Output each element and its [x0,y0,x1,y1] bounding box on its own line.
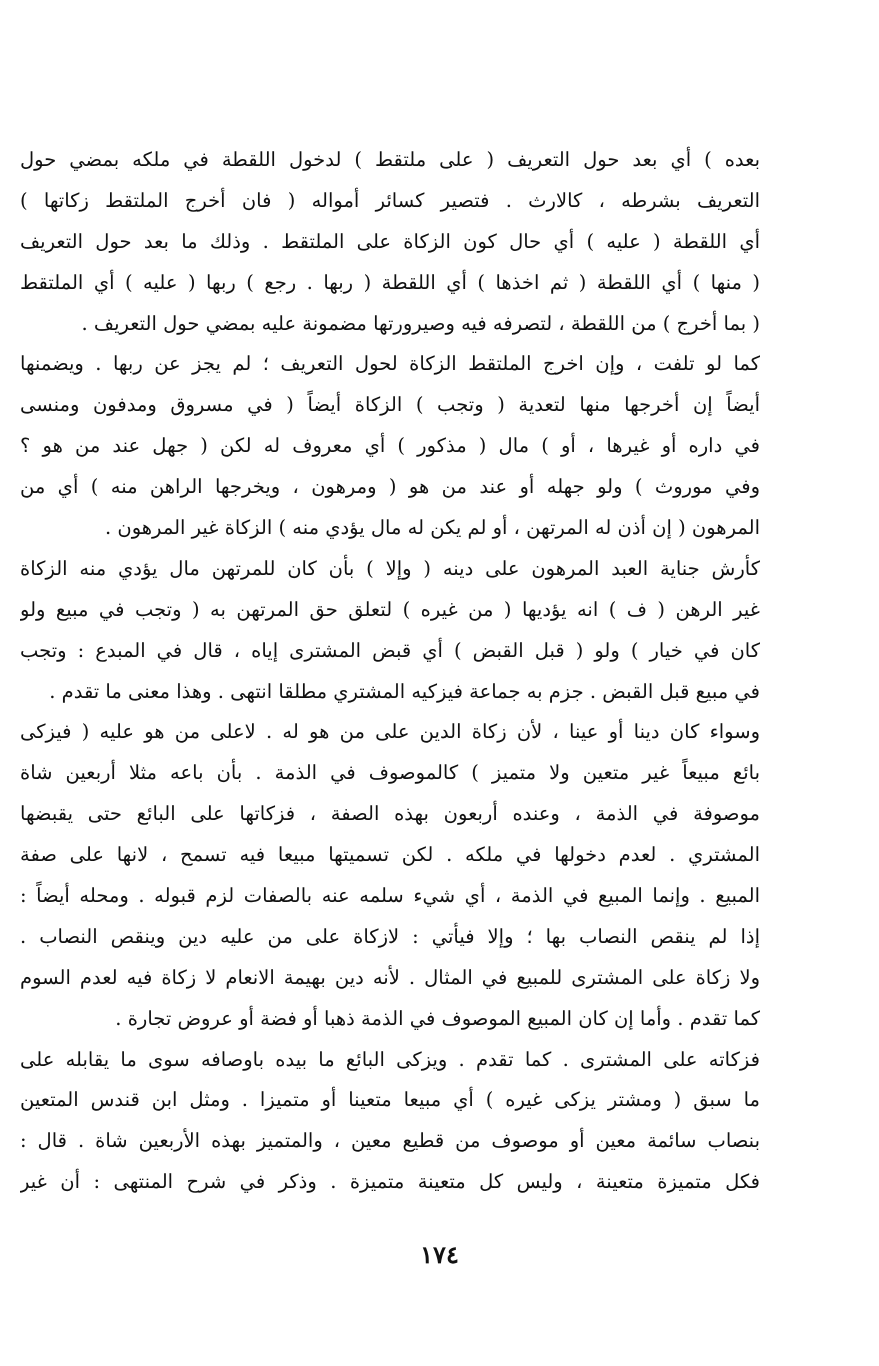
page-number: ١٧٤ [420,1240,459,1269]
text-line-6: كما لو تلفت ، وإن اخرج الملتقط الزكاة لحول التعريف ؛ لم يجز عن ربها . ويضمنها [20,352,760,376]
text-line-18: المشتري . لعدم دخولها في ملكه . لكن تسميتها مبيعا فيه تسمح ، لانها على صفة [20,843,760,867]
text-line-5: ( بما أخرج ) من اللقطة ، لتصرفه فيه وصيرورتها مضمونة عليه بمضي حول التعريف . [81,311,760,335]
text-line-1: بعده ) أي بعد حول التعريف ( على ملتقط ) لدخول اللقطة في ملكه بمضي حول [20,148,760,171]
text-line-17: موصوفة في الذمة ، وعنده أربعون بهذه الصفة ، فزكاتها على البائع حتى يقبضها [20,802,760,826]
text-line-15: وسواء كان دينا أو عينا ، لأن زكاة الدين على من هو له . لاعلى من هو عليه ( فيزكى [20,720,760,744]
text-line-20: إذا لم ينقص النصاب بها ؛ وإلا فيأتي : لازكاة على من عليه دين وينقص النصاب . [20,924,760,948]
text-line-3: أي اللقطة ( عليه ) أي حال كون الزكاة على الملتقط . وذلك ما بعد حول التعريف [20,229,760,253]
text-line-13: كان في خيار ) ولو ( قبل القبض ) أي قبض المشترى إياه ، قال في المبدع : وتجب [20,638,760,662]
body-text [20,140,760,1203]
text-line-8: في داره أو غيرها ، أو ) مال ( مذكور ) أي معروف له لكن ( جهل عند من هو ؟ [20,434,760,458]
text-line-25: بنصاب سائمة معين أو موصوف من قطيع معين ، والمتميز بهذه الأربعين شاة . قال : [20,1129,760,1153]
text-line-26: فكل متميزة متعينة ، وليس كل متعينة متميزة . وذكر في شرح المنتهى : أن غير [20,1170,760,1194]
text-line-19: المبيع . وإنما المبيع في الذمة ، أي شيء سلمه عنه بالصفات لزم قبوله . ومحله أيضاً : [20,884,760,908]
text-line-7: أيضاً إن أخرجها منها لتعدية ( وتجب ) الزكاة أيضاً ( في مسروق ومدفون ومنسى [20,393,760,417]
text-line-21: ولا زكاة على المشترى للمبيع في المثال . لأنه دين بهيمة الانعام لا زكاة فيه لعدم السوم [20,965,760,989]
text-line-14: في مبيع قبل القبض . جزم به جماعة فيزكيه المشتري مطلقا انتهى . وهذا معنى ما تقدم . [49,679,760,703]
text-line-22: كما تقدم . وأما إن كان المبيع الموصوف في الذمة ذهبا أو فضة أو عروض تجارة . [115,1006,760,1030]
text-line-16: بائع مبيعاً غير متعين ولا متميز ) كالموصوف في الذمة . بأن باعه مثلا أربعين شاة [20,761,760,785]
text-line-24: ما سبق ( ومشتر يزكى غيره ) أي مبيعا متعينا أو متميزا . ومثل ابن قندس المتعين [20,1088,760,1112]
text-line-9: وفي موروث ) ولو جهله أو عند من هو ( ومرهون ، ويخرجها الراهن منه ) أي من [20,475,760,499]
text-line-4: ( منها ) أي اللقطة ( ثم اخذها ) أي اللقطة ( ربها . رجع ) ربها ( عليه ) أي الملتقط [20,270,760,294]
text-line-2: التعريف بشرطه ، كالارث . فتصير كسائر أمواله ( فان أخرج الملتقط زكاتها ) [20,188,760,212]
text-line-12: غير الرهن ( ف ) انه يؤديها ( من غيره ) لتعلق حق المرتهن به ( وتجب في مبيع ولو [20,597,760,621]
text-line-10: المرهون ( إن أذن له المرتهن ، أو لم يكن له مال يؤدي منه ) الزكاة غير المرهون . [104,516,760,540]
text-line-11: كأرش جناية العبد المرهون على دينه ( وإلا ) بأن كان للمرتهن مال يؤدي منه الزكاة [20,556,760,580]
text-line-23: فزكاته على المشترى . كما تقدم . ويزكى البائع ما بيده باوصافه سوى ما يقابله على [20,1047,760,1071]
